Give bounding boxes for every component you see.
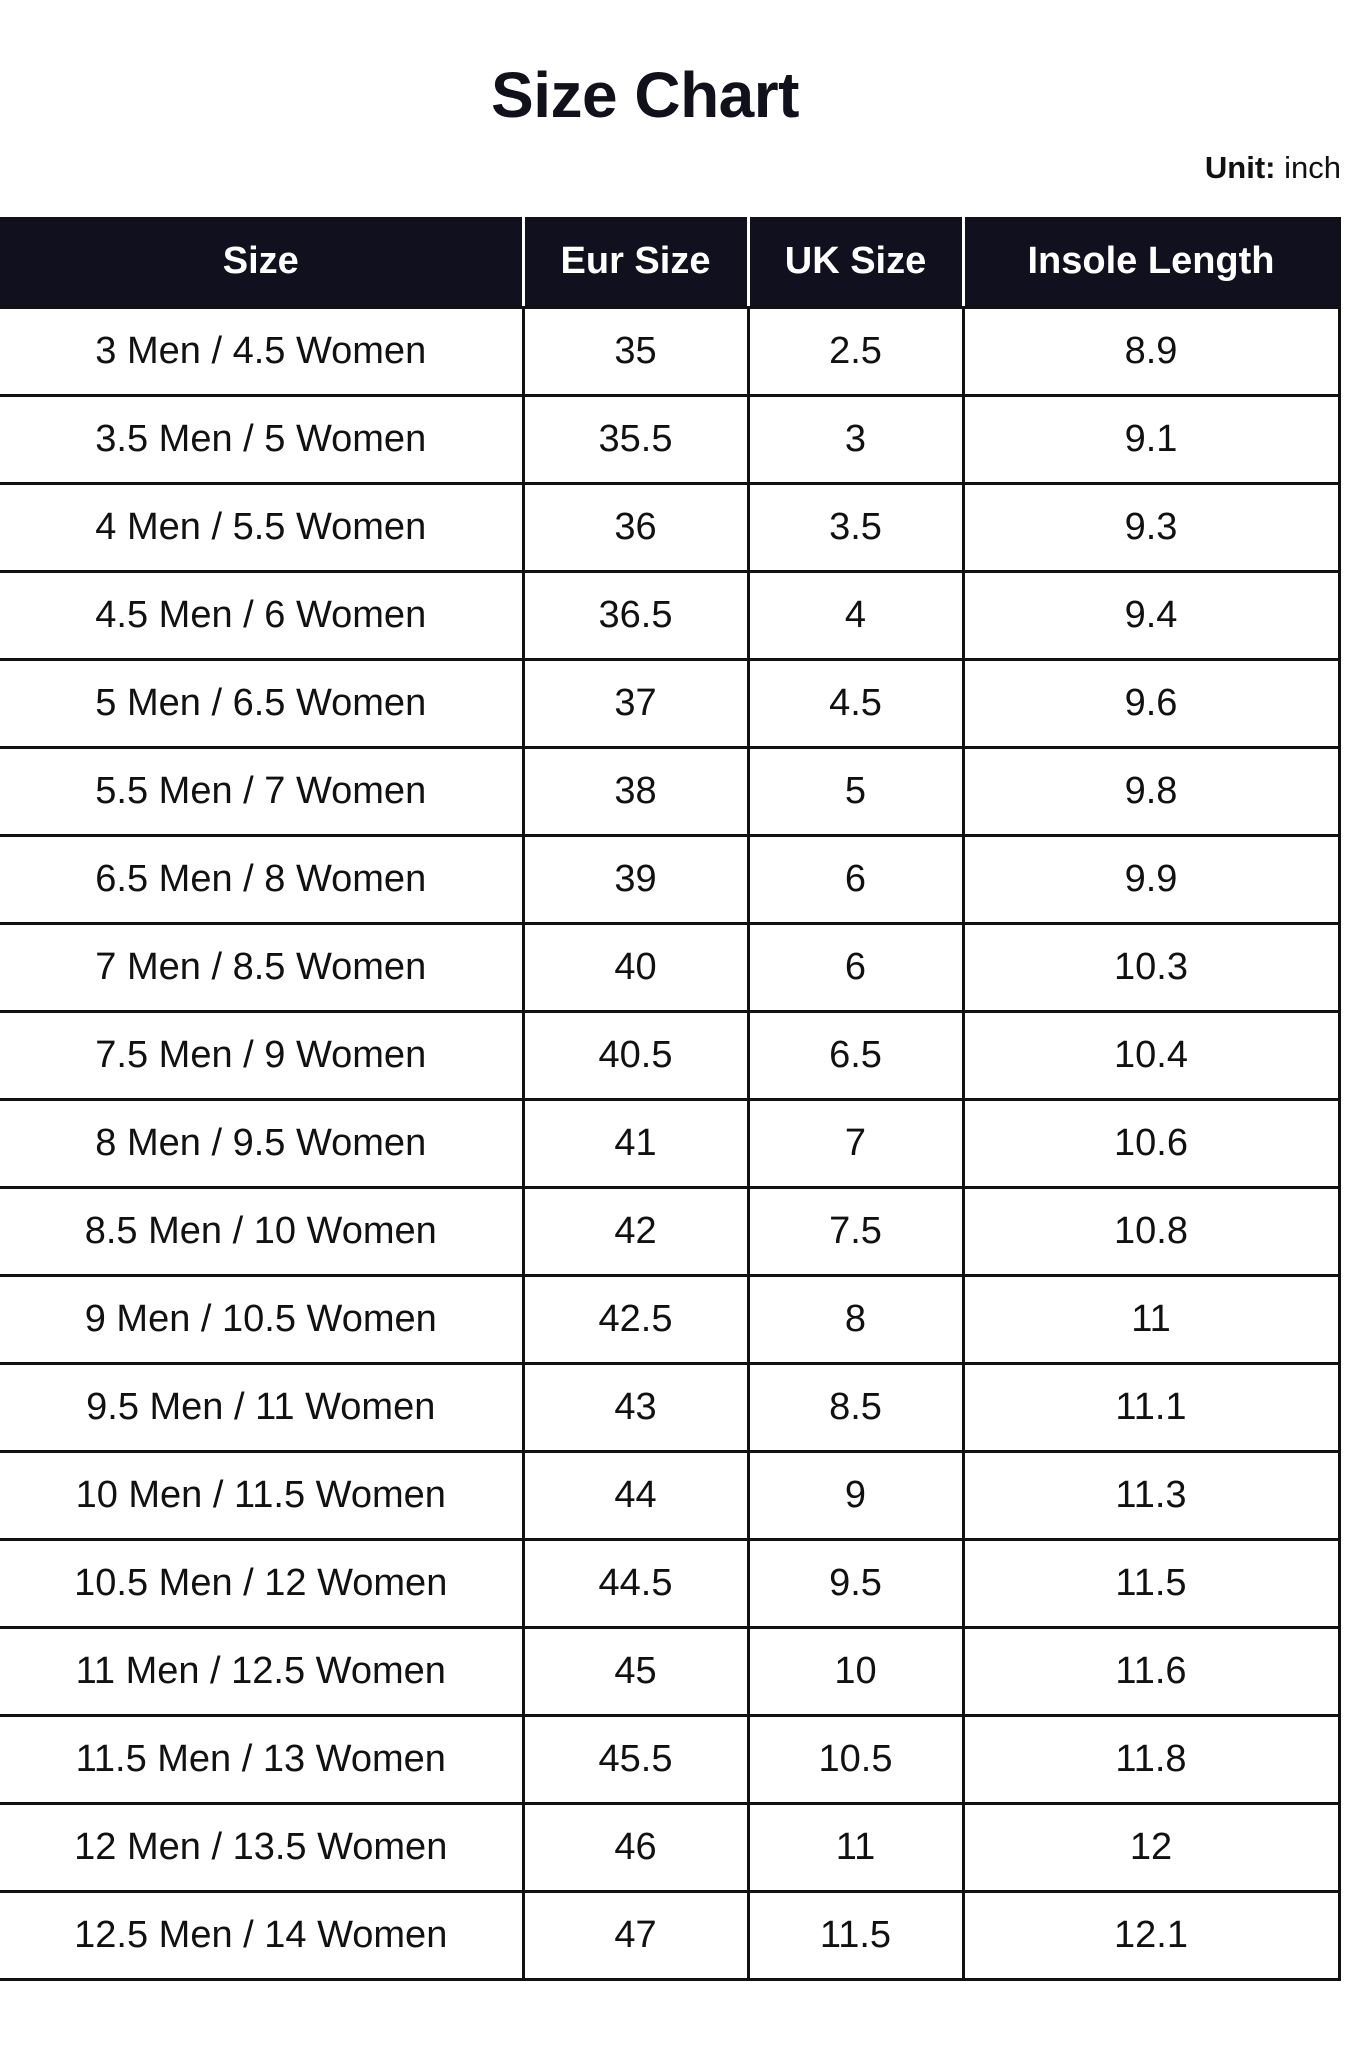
cell-uk-size: 9.5 [748, 1540, 963, 1628]
cell-uk-size: 3.5 [748, 484, 963, 572]
table-row [0, 748, 1339, 836]
table-row [0, 1892, 1339, 1980]
cell-eur-size: 41 [523, 1100, 748, 1188]
cell-insole-length: 10.3 [963, 924, 1339, 1012]
cell-eur-size: 35.5 [523, 396, 748, 484]
cell-eur-size: 44 [523, 1452, 748, 1540]
cell-size: 5.5 Men / 7 Women [0, 748, 523, 836]
cell-size: 3 Men / 4.5 Women [0, 308, 523, 396]
unit-note [1205, 150, 1341, 186]
cell-insole-length: 9.3 [963, 484, 1339, 572]
cell-size: 7.5 Men / 9 Women [0, 1012, 523, 1100]
cell-size: 12 Men / 13.5 Women [0, 1804, 523, 1892]
cell-insole-length: 11.8 [963, 1716, 1339, 1804]
table-row [0, 1540, 1339, 1628]
cell-uk-size: 7.5 [748, 1188, 963, 1276]
table-row [0, 1628, 1339, 1716]
cell-insole-length: 10.8 [963, 1188, 1339, 1276]
page-title: Size Chart [491, 59, 799, 131]
table-row [0, 660, 1339, 748]
cell-size: 11 Men / 12.5 Women [0, 1628, 523, 1716]
cell-eur-size: 40.5 [523, 1012, 748, 1100]
cell-eur-size: 39 [523, 836, 748, 924]
cell-eur-size: 43 [523, 1364, 748, 1452]
cell-uk-size: 4 [748, 572, 963, 660]
cell-eur-size: 37 [523, 660, 748, 748]
cell-uk-size: 10 [748, 1628, 963, 1716]
column-header-insole-length: Insole Length [963, 217, 1339, 308]
cell-eur-size: 45.5 [523, 1716, 748, 1804]
table-row [0, 1804, 1339, 1892]
cell-size: 8 Men / 9.5 Women [0, 1100, 523, 1188]
table-row [0, 924, 1339, 1012]
cell-insole-length: 10.4 [963, 1012, 1339, 1100]
cell-size: 6.5 Men / 8 Women [0, 836, 523, 924]
cell-uk-size: 11 [748, 1804, 963, 1892]
cell-uk-size: 9 [748, 1452, 963, 1540]
cell-insole-length: 9.8 [963, 748, 1339, 836]
cell-eur-size: 35 [523, 308, 748, 396]
cell-eur-size: 42.5 [523, 1276, 748, 1364]
cell-eur-size: 38 [523, 748, 748, 836]
cell-insole-length: 12.1 [963, 1892, 1339, 1980]
cell-uk-size: 3 [748, 396, 963, 484]
cell-uk-size: 6.5 [748, 1012, 963, 1100]
table-row [0, 1188, 1339, 1276]
table-body [0, 308, 1339, 1980]
column-header-size: Size [0, 217, 523, 308]
cell-eur-size: 40 [523, 924, 748, 1012]
table-header-row [0, 217, 1339, 308]
cell-uk-size: 10.5 [748, 1716, 963, 1804]
cell-uk-size: 11.5 [748, 1892, 963, 1980]
unit-label: Unit: [1204, 150, 1276, 185]
cell-insole-length: 9.9 [963, 836, 1339, 924]
cell-eur-size: 46 [523, 1804, 748, 1892]
table-row [0, 1100, 1339, 1188]
table-row [0, 1012, 1339, 1100]
cell-size: 5 Men / 6.5 Women [0, 660, 523, 748]
cell-insole-length: 8.9 [963, 308, 1339, 396]
cell-insole-length: 12 [963, 1804, 1339, 1892]
cell-insole-length: 9.4 [963, 572, 1339, 660]
cell-insole-length: 9.1 [963, 396, 1339, 484]
table-row [0, 1276, 1339, 1364]
cell-uk-size: 8 [748, 1276, 963, 1364]
table-row [0, 572, 1339, 660]
cell-size: 8.5 Men / 10 Women [0, 1188, 523, 1276]
cell-size: 4 Men / 5.5 Women [0, 484, 523, 572]
cell-insole-length: 11.5 [963, 1540, 1339, 1628]
cell-size: 10 Men / 11.5 Women [0, 1452, 523, 1540]
cell-insole-length: 10.6 [963, 1100, 1339, 1188]
cell-insole-length: 11 [963, 1276, 1339, 1364]
cell-uk-size: 6 [748, 924, 963, 1012]
cell-insole-length: 9.6 [963, 660, 1339, 748]
cell-eur-size: 36 [523, 484, 748, 572]
cell-insole-length: 11.6 [963, 1628, 1339, 1716]
cell-insole-length: 11.3 [963, 1452, 1339, 1540]
cell-uk-size: 2.5 [748, 308, 963, 396]
cell-size: 10.5 Men / 12 Women [0, 1540, 523, 1628]
table-row [0, 1364, 1339, 1452]
cell-size: 3.5 Men / 5 Women [0, 396, 523, 484]
cell-size: 12.5 Men / 14 Women [0, 1892, 523, 1980]
table-row [0, 308, 1339, 396]
cell-size: 4.5 Men / 6 Women [0, 572, 523, 660]
table-row [0, 1452, 1339, 1540]
cell-uk-size: 5 [748, 748, 963, 836]
cell-uk-size: 4.5 [748, 660, 963, 748]
column-header-eur-size: Eur Size [523, 217, 748, 308]
table-row [0, 1716, 1339, 1804]
cell-uk-size: 8.5 [748, 1364, 963, 1452]
table-row [0, 836, 1339, 924]
cell-size: 11.5 Men / 13 Women [0, 1716, 523, 1804]
table-row [0, 484, 1339, 572]
cell-uk-size: 7 [748, 1100, 963, 1188]
cell-eur-size: 42 [523, 1188, 748, 1276]
size-table [0, 217, 1341, 1981]
cell-size: 9 Men / 10.5 Women [0, 1276, 523, 1364]
cell-size: 9.5 Men / 11 Women [0, 1364, 523, 1452]
cell-uk-size: 6 [748, 836, 963, 924]
cell-eur-size: 44.5 [523, 1540, 748, 1628]
cell-size: 7 Men / 8.5 Women [0, 924, 523, 1012]
unit-value: inch [1284, 150, 1341, 185]
table-row [0, 396, 1339, 484]
cell-eur-size: 45 [523, 1628, 748, 1716]
cell-eur-size: 47 [523, 1892, 748, 1980]
cell-insole-length: 11.1 [963, 1364, 1339, 1452]
column-header-uk-size: UK Size [748, 217, 963, 308]
cell-eur-size: 36.5 [523, 572, 748, 660]
